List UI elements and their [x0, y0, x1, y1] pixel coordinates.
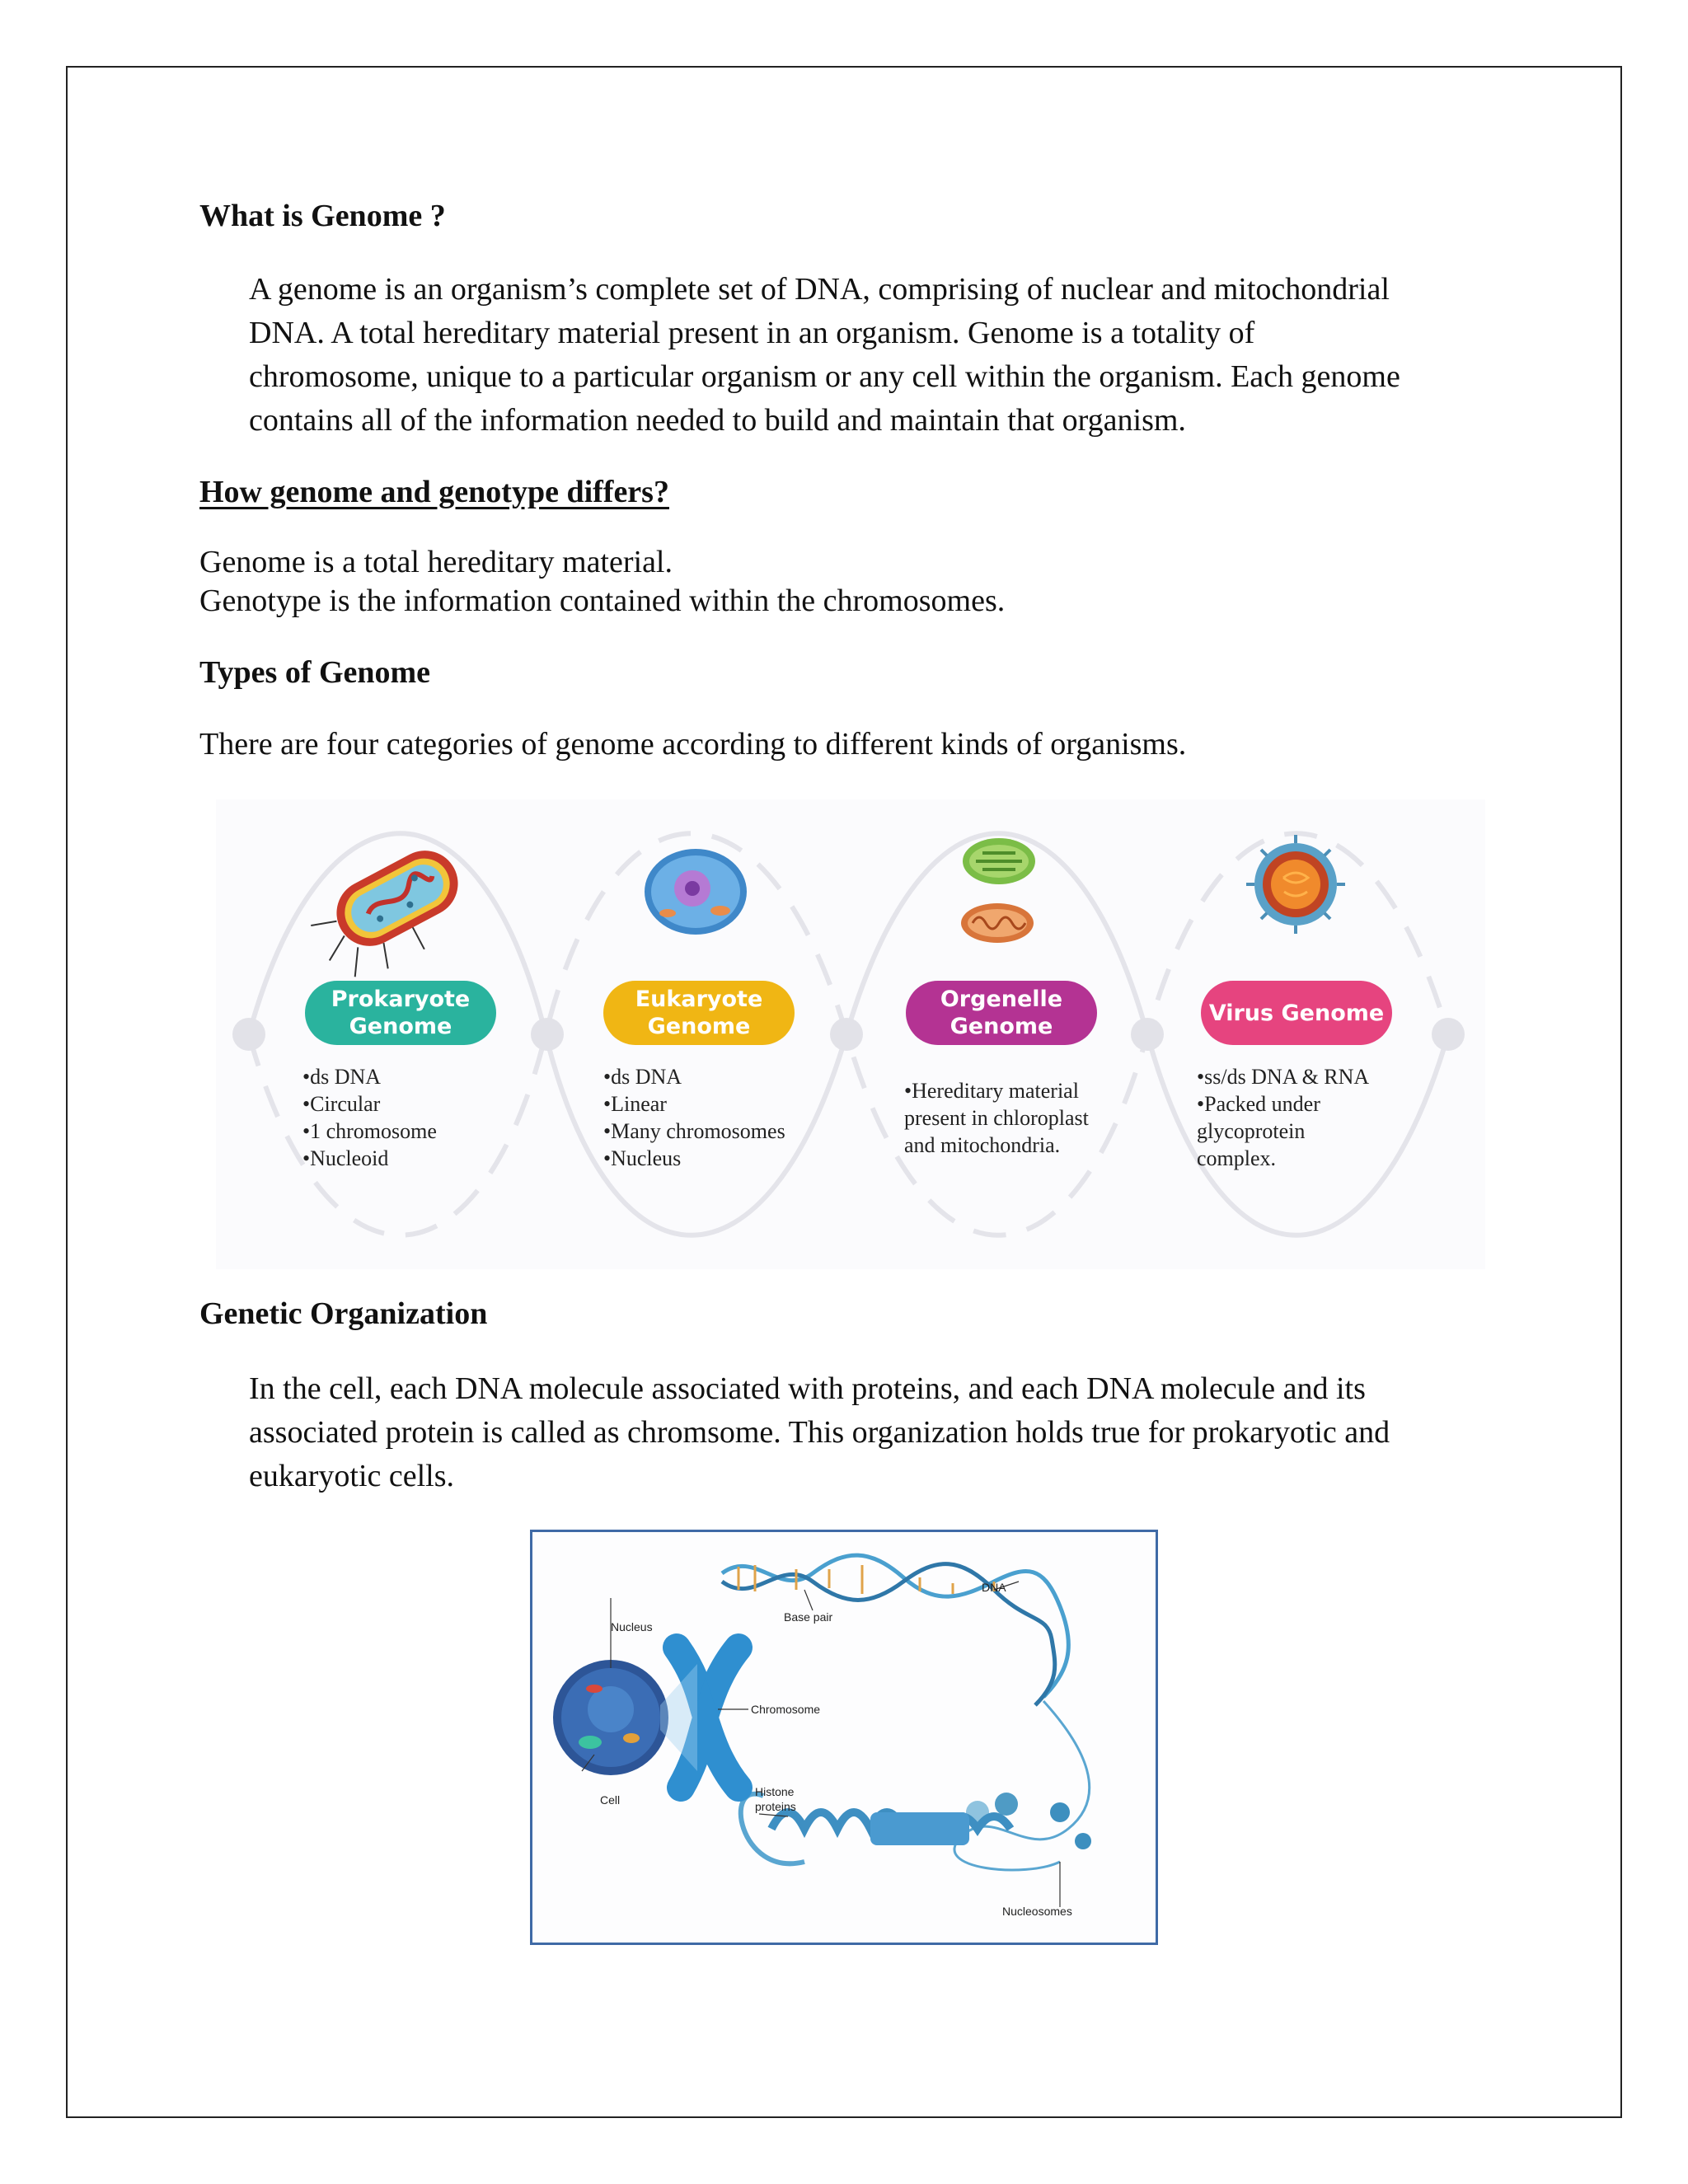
- point: glycoprotein: [1197, 1119, 1306, 1143]
- para-line: contains all of the information needed to build and maintain that organism.: [249, 403, 1186, 438]
- point: present in chloroplast: [904, 1106, 1089, 1130]
- point: •ds DNA: [302, 1065, 382, 1089]
- types-intro: There are four categories of genome according to different kinds of organisms.: [199, 727, 1187, 762]
- point: •Many chromosomes: [603, 1119, 785, 1143]
- heading-genome-vs-genotype: How genome and genotype differs?: [199, 475, 669, 509]
- point: •Circular: [302, 1092, 381, 1116]
- heading-types-of-genome: Types of Genome: [199, 655, 431, 690]
- label-nucleosomes: Nucleosomes: [1002, 1905, 1072, 1918]
- label-base-pair: Base pair: [784, 1610, 833, 1624]
- pill-label: Genome: [950, 1014, 1053, 1039]
- heading-genetic-organization: Genetic Organization: [199, 1296, 488, 1331]
- point: and mitochondria.: [904, 1133, 1061, 1157]
- label-nucleus: Nucleus: [611, 1620, 653, 1633]
- prokaryote-points: [302, 1063, 437, 1172]
- organelle-genome-pill: [906, 981, 1097, 1045]
- point: •Linear: [603, 1092, 667, 1116]
- para-line: chromosome, unique to a particular organism or any cell within the organism. Each genome: [249, 359, 1400, 394]
- label-chromosome: Chromosome: [751, 1703, 821, 1716]
- point: •ss/ds DNA & RNA: [1197, 1065, 1370, 1089]
- eukaryote-cell-illustration: [645, 849, 747, 935]
- virus-points: [1197, 1063, 1369, 1172]
- virus-illustration: [1246, 835, 1345, 934]
- dna-chromosome-illustration: [532, 1532, 1156, 1943]
- para-line: A genome is an organism’s complete set of DNA, comprising of nuclear and mitochondrial: [249, 272, 1390, 307]
- para-line: associated protein is called as chromsome. This organization holds true for prokaryotic and: [249, 1415, 1390, 1450]
- point: •ds DNA: [603, 1065, 682, 1089]
- pill-label: Genome: [647, 1014, 751, 1039]
- genotype-line: Genotype is the information contained within the chromosomes.: [199, 583, 1006, 618]
- pill-label: Eukaryote: [635, 987, 763, 1012]
- point: complex.: [1197, 1146, 1277, 1170]
- para-line: In the cell, each DNA molecule associated with proteins, and each DNA molecule and its: [249, 1371, 1366, 1406]
- para-line: eukaryotic cells.: [249, 1459, 455, 1493]
- para-line: DNA. A total hereditary material present in an organism. Genome is a totality of: [249, 316, 1255, 350]
- label-histone: Histone: [755, 1785, 795, 1798]
- label-dna: DNA: [982, 1581, 1006, 1594]
- prokaryote-genome-pill: [305, 981, 496, 1045]
- paragraph-genetic-organization: [249, 1367, 1490, 1498]
- point: •Nucleus: [603, 1146, 682, 1170]
- heading-what-is-genome: What is Genome ?: [199, 199, 446, 233]
- label-histone-proteins: proteins: [755, 1800, 796, 1813]
- genome-types-infographic: [216, 799, 1485, 1269]
- virus-genome-pill: [1201, 981, 1392, 1045]
- pill-label: Orgenelle: [940, 987, 1063, 1012]
- point: •1 chromosome: [302, 1119, 437, 1143]
- eukaryote-points: [603, 1063, 785, 1172]
- point: •Hereditary material: [904, 1079, 1079, 1103]
- point: •Nucleoid: [302, 1146, 389, 1170]
- eukaryote-genome-pill: [603, 981, 795, 1045]
- dna-chromosome-figure: [530, 1530, 1158, 1945]
- pill-label: Virus Genome: [1208, 1000, 1385, 1026]
- paragraph-genome-definition: [249, 268, 1490, 443]
- organelle-points: [904, 1077, 1089, 1159]
- pill-label: Prokaryote: [331, 987, 471, 1012]
- pill-label: Genome: [349, 1014, 452, 1039]
- genome-line: Genome is a total hereditary material.: [199, 545, 673, 579]
- label-cell: Cell: [600, 1793, 621, 1807]
- point: •Packed under: [1197, 1092, 1320, 1116]
